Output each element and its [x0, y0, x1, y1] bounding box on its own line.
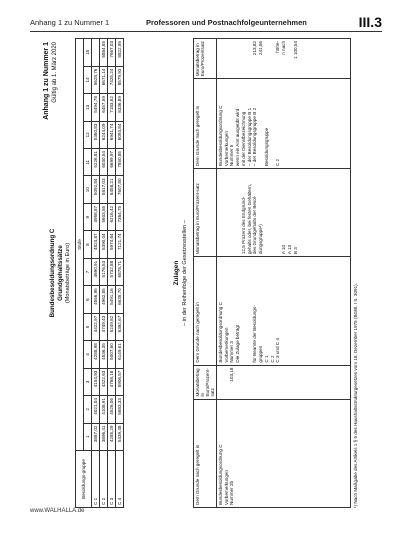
salary-cell: 5817,03 [100, 176, 108, 203]
salary-cell: 4768,16 [108, 368, 116, 395]
salary-cell: 6458,21 [108, 176, 116, 203]
salary-cell: 5906,57 [116, 368, 124, 395]
zulagen-row [217, 39, 351, 508]
salary-cell: 4749,43 [100, 313, 108, 340]
table-row [116, 39, 124, 508]
zulagen-title: Zulagen [173, 260, 180, 286]
salary-cell: 7425,24 [108, 66, 116, 93]
rotated-page-content [43, 38, 361, 508]
salary-cell: 4288,98 [92, 341, 100, 368]
group-cell: C 1 [92, 451, 100, 508]
page-header [30, 14, 382, 32]
salary-cell: 5439,48 [116, 423, 124, 450]
salary-cell: 6149,61 [116, 341, 124, 368]
group-cell: C 4 [116, 451, 124, 508]
salary-cell: 4958,87 [92, 203, 100, 230]
table-row [108, 39, 116, 508]
stufe-number: 13 [84, 94, 92, 121]
stufe-number: 2 [84, 396, 92, 423]
salary-cell: 5603,55 [100, 203, 108, 230]
salary-cell: 6671,14 [100, 66, 108, 93]
salary-cell: 6699,97 [108, 149, 116, 176]
salary-cell: 4556,95 [92, 286, 100, 313]
header-left-label: Anhang 1 zu Nummer 1 [30, 18, 110, 27]
salary-cell: 3887,02 [92, 423, 100, 450]
salary-cell: 4154,93 [92, 368, 100, 395]
salary-cell: 8093,84 [116, 121, 124, 148]
salary-cell: 5176,53 [100, 258, 108, 285]
salary-cell: 3896,41 [100, 423, 108, 450]
salary-cell: 7121,74 [116, 231, 124, 258]
table-unit-note: (Monatsbeträge in Euro) [65, 242, 71, 304]
stufe-number: 5 [84, 313, 92, 340]
salary-cell: 6884,65 [100, 39, 108, 67]
salary-cell: 6216,42 [108, 203, 116, 230]
salary-cell: 6457,59 [100, 94, 108, 121]
stufe-number: 1 [84, 423, 92, 450]
salary-cell: 5249,82 [108, 313, 116, 340]
salary-cell: 4824,87 [92, 231, 100, 258]
salary-cell: 8336,89 [116, 94, 124, 121]
header-rule [30, 31, 382, 32]
stufe-number: 6 [84, 286, 92, 313]
salary-cell [92, 39, 100, 67]
salary-cell: 5360,83 [92, 121, 100, 148]
stufe-header: Stufe [76, 39, 84, 451]
salary-cell: 5732,88 [108, 258, 116, 285]
salary-cell: 6878,71 [116, 258, 124, 285]
salary-cell: 5226,81 [92, 149, 100, 176]
table-row [100, 39, 108, 508]
zulagen-header-col6: Monatsbetrag in Euro/Prozentsatz [194, 39, 217, 79]
stufe-number: 3 [84, 368, 92, 395]
stufe-number: 7 [84, 258, 92, 285]
table-subtitle: Grundgehaltssätze [57, 245, 64, 301]
salary-cell: 5683,33 [116, 396, 124, 423]
stufe-number: 12 [84, 121, 92, 148]
zulagen-cell-amount-2: 12,5 Prozent des Endgrund- gehalts oder, bei festen Gehältern, des Grundgehalts der Besol- dungsgruppe¹) A 10 A 13 B 3 [217, 169, 351, 257]
salary-cell: 6392,67 [116, 313, 124, 340]
group-cell: C 3 [108, 451, 116, 508]
salary-cell: 5092,84 [92, 176, 100, 203]
salary-cell: 4536,35 [100, 341, 108, 368]
salary-cell: 4322,63 [100, 368, 108, 395]
salary-cell: 7183,52 [108, 94, 116, 121]
stufe-number: 9 [84, 203, 92, 230]
zulagen-header-col3: Dem Grunde nach geregelt in [194, 257, 217, 365]
zulagen-header-col4: Monatsbetrag in Euro/Prozent-satz [194, 169, 217, 257]
stufe-number: 4 [84, 341, 92, 368]
salary-cell: 5007,60 [108, 341, 116, 368]
salary-cell: 6030,54 [100, 149, 108, 176]
salary-cell: 5494,78 [92, 94, 100, 121]
salary-cell: 8579,93 [116, 66, 124, 93]
group-cell: C 2 [100, 451, 108, 508]
stufe-number: 10 [84, 176, 92, 203]
zulagen-cell-amount-3: 213,82 241,56 höhe- n nach 1 100,54 [217, 39, 351, 79]
salary-table-body [92, 39, 124, 508]
zulagen-subtitle: – in der Reihenfolge der Gesetzesstellen – [182, 220, 188, 326]
stufe-number: 14 [84, 66, 92, 93]
zulagen-cell-amount-1: 103,18 [217, 365, 351, 399]
publisher-url: www.WALHALLA.de [30, 508, 85, 514]
zulagen-header-col2: Monatsbetrag in Euro/Prozent-satz [194, 365, 217, 399]
footnote: ¹) Nach Maßgabe des Artikels 1 § 5 des Haushaltsstrukturgesetzes vom 18. Dezember 1975 (BGBl. I S. 3091). [353, 283, 358, 508]
zulagen-cell-reference-2: Bundesbesoldungsordnung C Vorbemerkungen Nummer 3 Die Zulage beträgt für Beamte der Besoldungs- gruppen C 1 C 2 C 3 und C 4 [217, 257, 351, 365]
salary-cell: 4108,91 [100, 396, 108, 423]
group-header: Besoldungs-gruppe [76, 451, 92, 508]
zulagen-header-col5: Dem Grunde nach geregelt in [194, 79, 217, 169]
salary-cell: 7667,03 [108, 39, 116, 67]
salary-cell: 7607,80 [116, 176, 124, 203]
header-section-title: Professoren und Postnachfolgeunternehmen [146, 18, 307, 27]
stufe-number: 15 [84, 39, 92, 67]
salary-table [75, 38, 124, 508]
zulagen-cell-reference-3: Bundesbesoldungsordnung C Vorbemerkungen Nummer 5 wenn ein Amt ausgeübt wird mit der Dienstbezeichnung – der Besoldungsgruppe B 1 – der Besoldungsgruppe B 2 Besoldungsgruppe C 2 [217, 79, 351, 169]
salary-cell: 4962,85 [100, 286, 108, 313]
zulagen-table [193, 38, 351, 508]
salary-cell: 4690,91 [92, 258, 100, 285]
table-title: Bundesbesoldungsordnung C [49, 228, 56, 318]
salary-cell: 4285,29 [108, 423, 116, 450]
salary-cell: 5628,76 [92, 66, 100, 93]
salary-cell: 7850,85 [116, 149, 124, 176]
salary-cell: 5390,04 [100, 231, 108, 258]
salary-cell: 6941,74 [108, 121, 116, 148]
anhang-title: Anhang 1 zu Nummer 1 [43, 42, 50, 120]
header-chapter-number: III.3 [358, 14, 382, 30]
salary-cell: 4021,04 [92, 396, 100, 423]
salary-cell: 6244,09 [100, 121, 108, 148]
salary-cell: 5491,16 [108, 286, 116, 313]
salary-cell: 8822,95 [116, 39, 124, 67]
stufe-number: 11 [84, 149, 92, 176]
stufe-number: 8 [84, 231, 92, 258]
salary-cell: 5974,64 [108, 231, 116, 258]
salary-cell: 4422,97 [92, 313, 100, 340]
zulagen-header-col1: Dem Grunde nach geregelt in [194, 399, 217, 507]
salary-cell: 4526,06 [108, 396, 116, 423]
zulagen-cell-reference-1: Bundesbesoldungsordnung C Vorbemerkungen Nummer 2b [217, 399, 351, 507]
table-row [92, 39, 100, 508]
salary-cell: 6635,70 [116, 286, 124, 313]
stufe-number-row [84, 39, 92, 508]
salary-cell: 7364,75 [116, 203, 124, 230]
valid-from-date: Gültig ab 1. März 2020 [52, 42, 58, 103]
